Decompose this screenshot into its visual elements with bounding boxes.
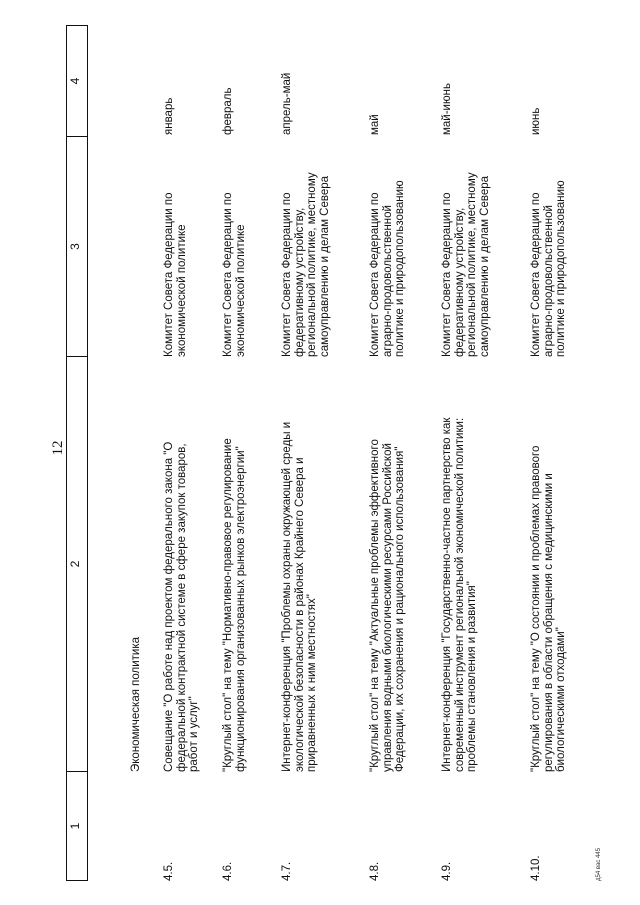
- header-label: 2: [68, 560, 82, 568]
- event-date: апрель-май: [281, 72, 293, 135]
- header-label: 3: [68, 243, 82, 250]
- event-date: июнь: [530, 107, 542, 135]
- event-date: май-июнь: [441, 83, 453, 135]
- table-header-col-4: [66, 25, 88, 137]
- row-number: 4.5.: [163, 861, 175, 881]
- table-header-col-3: [66, 137, 88, 357]
- table-header-col-1: [66, 772, 88, 881]
- committee: Комитет Совета Федерации по экономической политике: [222, 192, 247, 357]
- section-title: Экономическая политика: [130, 636, 142, 772]
- row-number: 4.6.: [222, 861, 234, 881]
- committee: Комитет Совета Федерации по экономической политике: [163, 192, 188, 357]
- event-title: "Круглый стол" на тему "О состоянии и проблемах правового регулирования в области обращения с медицинскими и биологическими отходами": [530, 445, 568, 772]
- event-title: Интернет-конференция "Государственно-частное партнерство как современный инструмент региональной экономической политики: проблемы становления и развития": [441, 417, 479, 772]
- event-title: Совещание "О работе над проектом федерального закона "О федеральной контрактной системе в сфере закупок товаров, работ и услуг": [163, 441, 201, 772]
- row-number: 4.8.: [369, 861, 381, 881]
- footer-code: д54 вас 445: [596, 848, 602, 881]
- event-title: "Круглый стол" на тему "Нормативно-правовое регулирование функционирования организованных рынков электроэнергии": [222, 438, 247, 772]
- row-number: 4.7.: [281, 861, 293, 881]
- event-date: февраль: [222, 87, 234, 135]
- table-header-col-2: [66, 357, 88, 772]
- event-date: январь: [163, 97, 175, 135]
- page-number: 12: [50, 440, 66, 456]
- event-title: "Круглый стол" на тему "Актуальные проблемы эффективного управления водными биологическими ресурсами Российской Федерации, их сохранения и рационального использования": [369, 439, 407, 772]
- committee: Комитет Совета Федерации по федеративному устройству, региональной политике, местному самоуправлению и делам Севера: [441, 172, 491, 357]
- committee: Комитет Совета Федерации по аграрно-продовольственной политике и природопользованию: [369, 180, 407, 357]
- header-label: 1: [68, 822, 82, 830]
- row-number: 4.10.: [530, 855, 542, 881]
- committee: Комитет Совета Федерации по федеративному устройству, региональной политике, местному самоуправлению и делам Севера: [281, 172, 331, 357]
- event-date: май: [369, 114, 381, 135]
- committee: Комитет Совета Федерации по аграрно-продовольственной политике и природопользованию: [530, 180, 568, 357]
- event-title: Интернет-конференция "Проблемы охраны окружающей среды и экологической безопасности в районах Крайнего Севера и приравненных к ним местностях": [281, 421, 319, 772]
- header-label: 4: [68, 77, 82, 85]
- row-number: 4.9.: [441, 861, 453, 881]
